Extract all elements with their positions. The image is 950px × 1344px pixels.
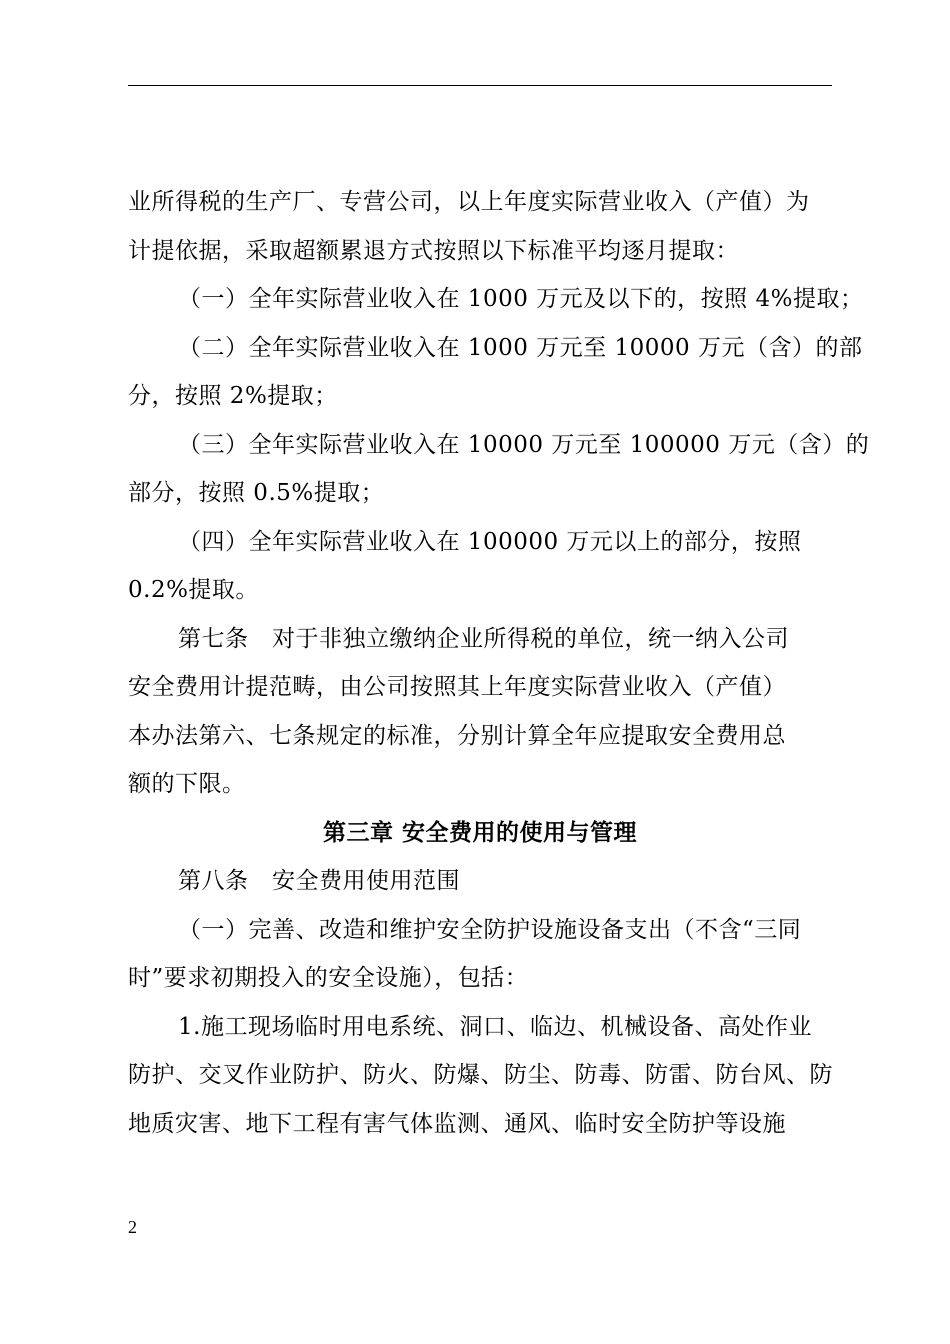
text-line: 第七条 对于非独立缴纳企业所得税的单位，统一纳入公司 (178, 625, 789, 652)
text-line: 本办法第六、七条规定的标准，分别计算全年应提取安全费用总 (128, 722, 786, 749)
paragraph-continuation (128, 178, 832, 275)
text-line: 业所得税的生产厂、专营公司，以上年度实际营业收入（产值）为 (128, 189, 810, 215)
text-line: 分，按照 2%提取； (128, 383, 338, 409)
header-rule (128, 85, 832, 86)
paragraph-article-8 (128, 857, 832, 906)
text-line: 第八条 安全费用使用范围 (178, 868, 460, 894)
page-number: 2 (128, 1217, 137, 1237)
chapter-heading: 第三章 安全费用的使用与管理 (322, 819, 637, 846)
text-line: 0.2%提取。 (128, 577, 259, 603)
text-line: （四）全年实际营业收入在 100000 万元以上的部分，按照 (178, 528, 802, 555)
text-line: 部分，按照 0.5%提取； (128, 480, 385, 506)
paragraph-item-2 (128, 324, 863, 421)
text-line: （一）完善、改造和维护安全防护设施设备支出（不含“三同 (178, 916, 802, 943)
text-line: 地质灾害、地下工程有害气体监测、通风、临时安全防护等设施 (128, 1110, 786, 1137)
paragraph-usage-1 (128, 906, 832, 1003)
text-line: （三）全年实际营业收入在 10000 万元至 100000 万元（含）的 (178, 431, 870, 458)
text-line: 安全费用计提范畴，由公司按照其上年度实际营业收入（产值） (128, 674, 786, 700)
text-line: 时”要求初期投入的安全设施），包括： (128, 965, 529, 991)
paragraph-item-1 (128, 275, 864, 324)
paragraph-item-4 (128, 518, 832, 615)
text-line: 1.施工现场临时用电系统、洞口、临边、机械设备、高处作业 (178, 1013, 812, 1040)
paragraph-usage-1-1 (128, 1003, 832, 1149)
text-line: 额的下限。 (128, 771, 246, 797)
document-body (128, 178, 870, 1148)
paragraph-item-3 (128, 421, 870, 518)
text-line: 防护、交叉作业防护、防火、防爆、防尘、防毒、防雷、防台风、防 (128, 1062, 833, 1088)
text-line: 计提依据，采取超额累退方式按照以下标准平均逐月提取： (128, 237, 739, 264)
paragraph-article-7 (128, 615, 832, 809)
text-line: （一）全年实际营业收入在 1000 万元及以下的，按照 4%提取； (178, 286, 864, 312)
text-line: （二）全年实际营业收入在 1000 万元至 10000 万元（含）的部 (178, 334, 863, 361)
